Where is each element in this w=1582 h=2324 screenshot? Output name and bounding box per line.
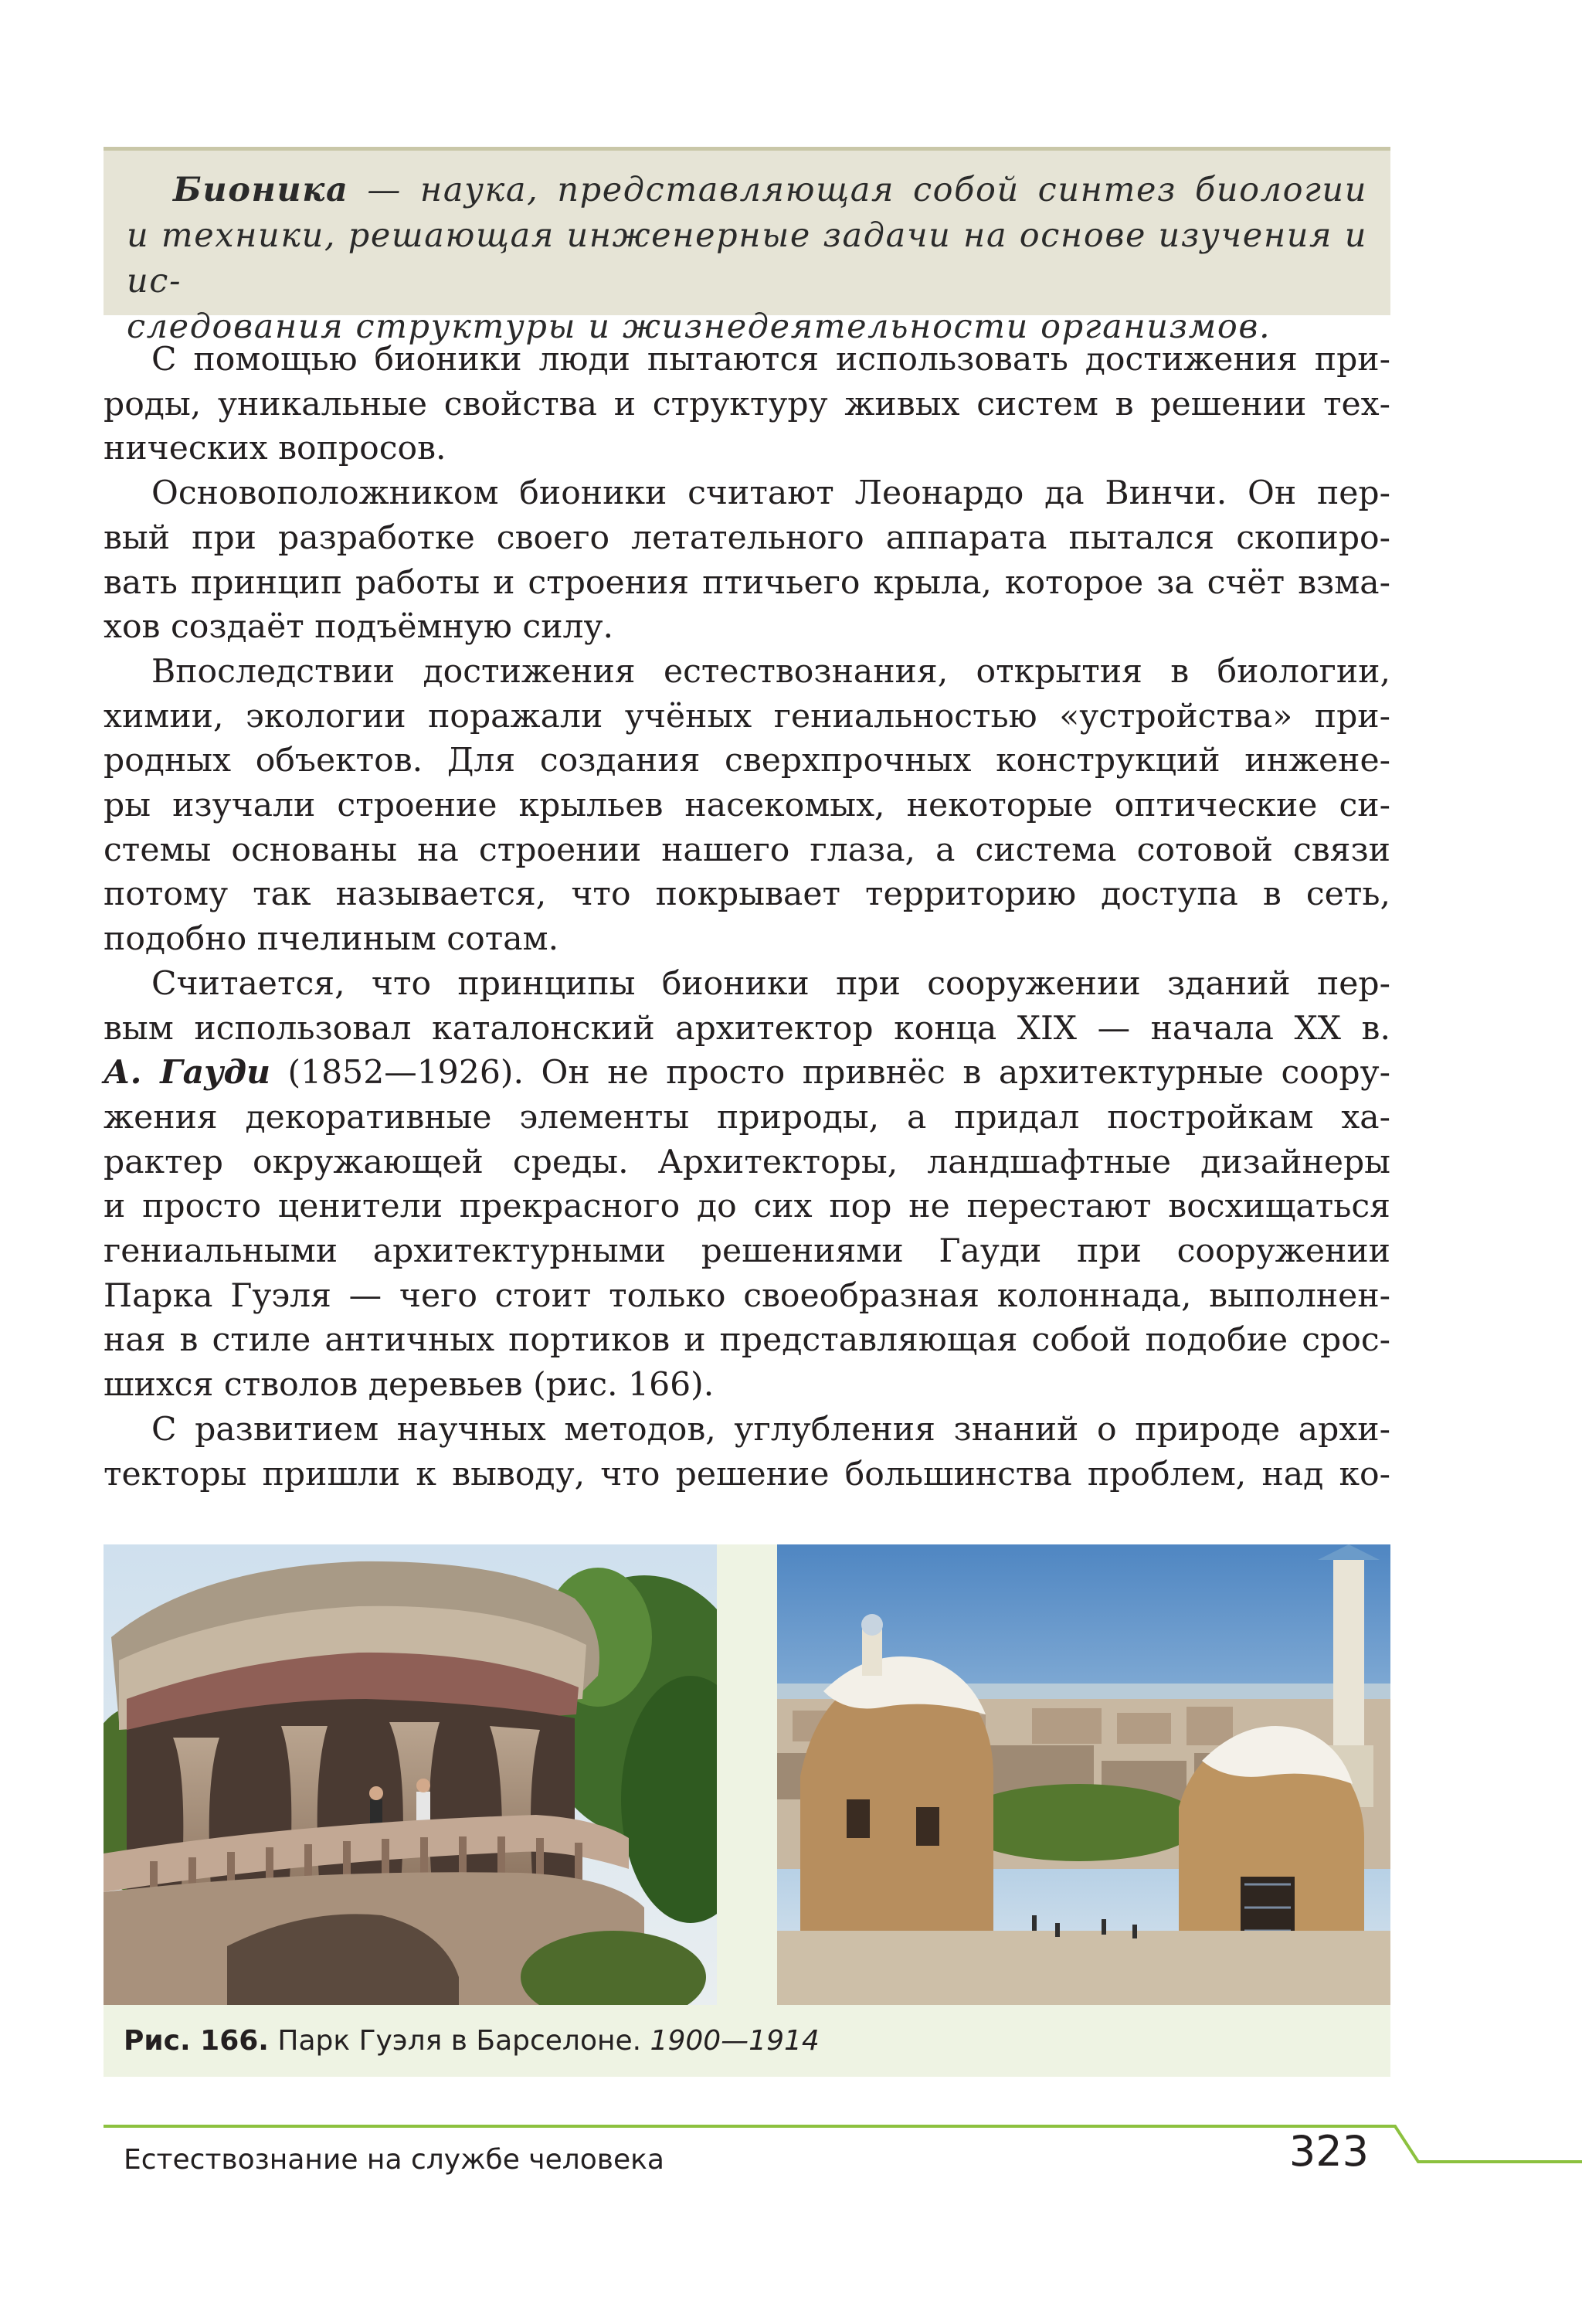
- text-line: шихся стволов деревьев (рис. 166).: [104, 1366, 715, 1405]
- text-line: Парка Гуэля — чего стоит только своеобразная колоннада, выполнен-: [104, 1276, 1390, 1315]
- figure-166: [104, 1544, 1390, 2077]
- body-text: [104, 338, 1390, 1497]
- text-line: гениальными архитектурными решениями Гауди при сооружении: [104, 1232, 1390, 1271]
- figure-text: Парк Гуэля в Барселоне.: [268, 2025, 650, 2057]
- text-line: ная в стиле античных портиков и представляющая собой подобие срос-: [104, 1321, 1390, 1360]
- figure-caption: [124, 2025, 820, 2057]
- colonnade-illustration: [104, 1544, 717, 2005]
- text-line: химии, экологии поражали учёных гениальностью «устройства» при-: [104, 697, 1390, 736]
- text-line: и просто ценители прекрасного до сих пор не перестают восхищаться: [104, 1187, 1390, 1226]
- text-line-rest: (1852—1926). Он не просто привнёс в архитектурные соору-: [270, 1054, 1390, 1092]
- text-line: стемы основаны на строении нашего глаза, а система сотовой связи: [104, 831, 1390, 869]
- photo-gatehouses: [777, 1544, 1390, 2005]
- page-number: 323: [1288, 2127, 1369, 2176]
- text-line: жения декоративные элементы природы, а придал постройкам ха-: [104, 1098, 1390, 1137]
- text-line: роды, уникальные свойства и структуру живых систем в решении тех-: [104, 385, 1390, 423]
- definition-term: Бионика: [173, 171, 349, 209]
- footer-tab-shape: [1375, 2117, 1582, 2171]
- paragraph-5: [104, 1408, 1390, 1497]
- paragraph-3: [104, 650, 1390, 962]
- paragraph-2: [104, 471, 1390, 650]
- text-line: родных объектов. Для создания сверхпрочных конструкций инжене-: [104, 742, 1390, 780]
- definition-line-1-rest: — наука, представляющая собой синтез биологии: [348, 171, 1367, 209]
- text-line: Основоположником бионики считают Леонардо да Винчи. Он пер-: [151, 474, 1390, 513]
- text-line: вать принцип работы и строения птичьего крыла, которое за счёт взма-: [104, 563, 1390, 602]
- text-line: Считается, что принципы бионики при сооружении зданий пер-: [151, 964, 1390, 1003]
- text-line: ры изучали строение крыльев насекомых, некоторые оптические си-: [104, 787, 1390, 825]
- text-line: нических вопросов.: [104, 430, 446, 468]
- definition-box: [104, 147, 1390, 346]
- text-line: Впоследствии достижения естествознания, открытия в биологии,: [151, 652, 1390, 691]
- gatehouses-illustration: [777, 1544, 1390, 2005]
- text-line: текторы пришли к выводу, что решение большинства проблем, над ко-: [104, 1455, 1390, 1493]
- definition-text: [127, 168, 1367, 350]
- author-name: А. Гауди: [104, 1053, 270, 1092]
- text-line-with-author: [104, 1051, 1390, 1096]
- footer-section-title: Естествознание на службе человека: [124, 2144, 664, 2176]
- footer-rule: [104, 2125, 1390, 2128]
- definition-line-3: следования структуры и жизнедеятельности организмов.: [127, 307, 1271, 346]
- text-line: С помощью бионики люди пытаются использовать достижения при-: [151, 341, 1390, 379]
- text-line: вый при разработке своего летательного аппарата пытался скопиро-: [104, 518, 1390, 557]
- figure-date: 1900—1914: [650, 2025, 820, 2057]
- definition-line-2: и техники, решающая инженерные задачи на основе изучения и ис-: [127, 216, 1367, 301]
- text-line: рактер окружающей среды. Архитекторы, ландшафтные дизайнеры: [104, 1143, 1390, 1181]
- definition-line-1: [127, 168, 1367, 213]
- photo-colonnade: [104, 1544, 717, 2005]
- figure-label: Рис. 166.: [124, 2025, 269, 2057]
- text-line: подобно пчелиным сотам.: [104, 920, 559, 959]
- text-line: вым использовал каталонский архитектор конца XIX — начала XX в.: [104, 1009, 1390, 1048]
- text-line: хов создаёт подъёмную силу.: [104, 608, 614, 647]
- paragraph-4: [104, 962, 1390, 1408]
- paragraph-1: [104, 338, 1390, 471]
- text-line: С развитием научных методов, углубления знаний о природе архи-: [151, 1410, 1390, 1449]
- text-line: потому так называется, что покрывает территорию доступа в сеть,: [104, 875, 1390, 914]
